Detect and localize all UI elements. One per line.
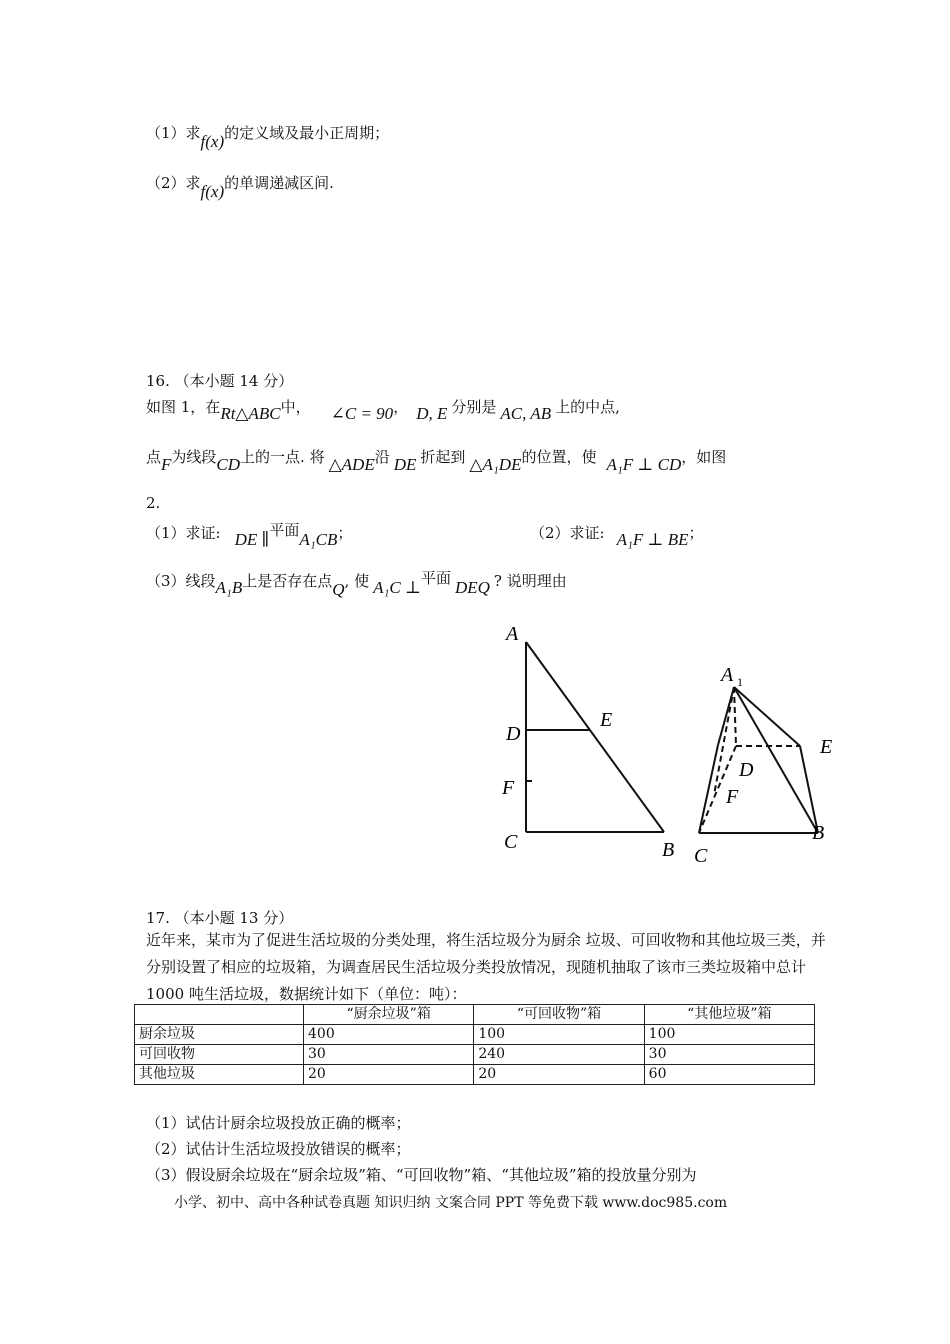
label-d: D — [506, 723, 521, 745]
label-b: B — [662, 839, 675, 861]
q15-part2: （2）求f(x)的单调递减区间. — [146, 174, 334, 201]
q16-line2: 点F为线段CD上的一点. 将 △ADE沿 DE 折起到 △A₁DE的位置，使 A₁F ⊥ CD，如图 — [146, 448, 727, 474]
label-a1-subscript: 1 — [737, 675, 743, 689]
fx-expr: f(x) — [200, 182, 225, 201]
q16-line1: 如图 1，在Rt△ABC中， ∠C = 90， D, E 分别是 AC, AB 上的中点, — [146, 398, 620, 423]
label-e: E — [600, 709, 613, 731]
q16-header: 16. （本小题 14 分） — [146, 372, 294, 390]
table-cell: 可回收物 — [135, 1045, 304, 1065]
label-d: D — [739, 759, 754, 781]
table-cell: 30 — [304, 1045, 474, 1065]
table-cell: 20 — [474, 1065, 644, 1085]
table-cell: 100 — [644, 1025, 814, 1045]
table-header-cell — [135, 1005, 304, 1025]
table-cell: 400 — [304, 1025, 474, 1045]
table-cell: 厨余垃圾 — [135, 1025, 304, 1045]
q15-part1: （1）求f(x)的定义域及最小正周期； — [146, 124, 390, 151]
table-cell: 30 — [644, 1045, 814, 1065]
table-header-row — [135, 1005, 815, 1025]
q17-part2: （2）试估计生活垃圾投放错误的概率； — [146, 1140, 411, 1158]
q17-intro: 近年来，某市为了促进生活垃圾的分类处理，将生活垃圾分为厨余 垃圾、可回收物和其他垃圾三类，并分别设置了相应的垃圾箱，为调查居民生活垃圾分类投放情况，现随机抽取了该市三类垃圾箱中总计 1000 吨生活垃圾，数据统计如下（单位：吨）： — [146, 931, 826, 1003]
q16-sub3: （3）线段A₁B上是否存在点Q, 使 A₁C ⊥平面 DEQ ? 说明理由 — [146, 569, 567, 599]
label-a1: A — [721, 664, 734, 686]
table-header-cell: “厨余垃圾”箱 — [304, 1005, 474, 1025]
label-f: F — [726, 786, 739, 808]
figure-2-pyramid — [690, 655, 850, 870]
table-cell: 其他垃圾 — [135, 1065, 304, 1085]
table-row — [135, 1045, 815, 1065]
fx-expr: f(x) — [200, 132, 225, 151]
table-header-cell: “可回收物”箱 — [474, 1005, 644, 1025]
table-cell: 100 — [474, 1025, 644, 1045]
table-header-cell: “其他垃圾”箱 — [644, 1005, 814, 1025]
edge-ab — [526, 642, 664, 832]
edge-a1d-hidden — [734, 687, 736, 746]
table-cell: 60 — [644, 1065, 814, 1085]
q16-sub1: （1）求证: DE ∥平面A₁CB； — [146, 521, 353, 549]
table-cell: 20 — [304, 1065, 474, 1085]
label-e: E — [820, 736, 833, 758]
label-b: B — [812, 822, 825, 844]
q16-line3: 2. — [146, 494, 161, 512]
edge-a1-front — [718, 687, 734, 745]
q17-part3: （3）假设厨余垃圾在“厨余垃圾”箱、“可回收物”箱、“其他垃圾”箱的投放量分别为 — [146, 1166, 697, 1184]
table-cell: 240 — [474, 1045, 644, 1065]
waste-data-table — [134, 1004, 815, 1085]
label-c: C — [504, 831, 518, 853]
table-row — [135, 1065, 815, 1085]
figure-1-triangle — [490, 620, 690, 870]
label-f: F — [502, 777, 515, 799]
edge-a1e — [734, 687, 800, 746]
q17-header: 17. （本小题 13 分） — [146, 909, 294, 927]
edge-eb — [800, 746, 818, 833]
q17-part1: （1）试估计厨余垃圾投放正确的概率； — [146, 1114, 411, 1132]
label-c: C — [694, 845, 708, 867]
edge-a1f-hidden — [714, 687, 734, 795]
table-row — [135, 1025, 815, 1045]
q16-sub2: （2）求证: A₁F ⊥ BE； — [530, 524, 704, 549]
page-footer: 小学、初中、高中各种试卷真题 知识归纳 文案合同 PPT 等免费下载 www.doc985.com — [174, 1195, 728, 1211]
label-a: A — [506, 623, 519, 645]
